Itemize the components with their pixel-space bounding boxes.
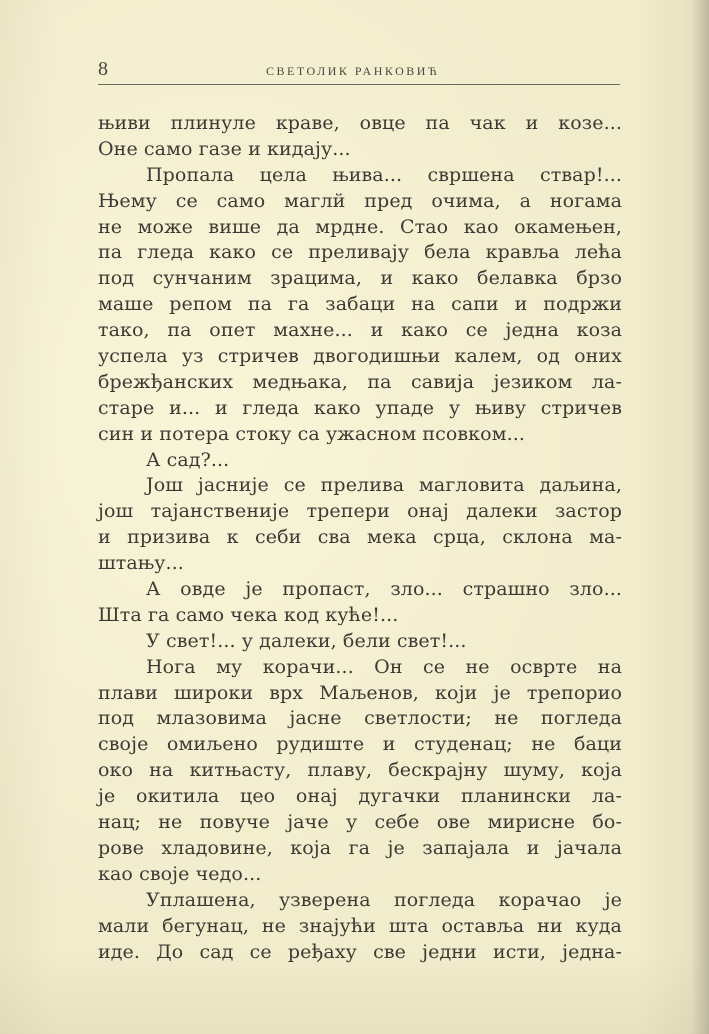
text-line: успела уз стричев двогодишњи калем, од оних (98, 345, 622, 368)
page-header (98, 58, 620, 86)
body-text (98, 111, 622, 965)
text-line: штању... (98, 552, 184, 575)
text-line: своје омиљено рудиште и студенац; не баци (98, 733, 622, 756)
header-rule (98, 84, 620, 85)
text-line: не може више да мрдне. Стао као окамењен, (98, 215, 622, 238)
text-line: под млазовима јасне светлости; не погледа (98, 707, 622, 730)
text-line: је окитила цео онај дугачки планински ла- (98, 785, 622, 808)
text-line: као своје чедо... (98, 862, 262, 885)
text-line: иде. До сад се ређаху све једни исти, једна- (98, 940, 622, 963)
text-line: старе и... и гледа како упаде у њиву стричев (98, 396, 622, 419)
text-line: плави широки врх Маљенов, који је трепорио (98, 681, 622, 704)
page-edge-shadow (691, 0, 709, 1034)
text-line: њиви плинуле краве, овце па чак и козе... (98, 112, 622, 134)
text-line: Нога му корачи... Он се не осврте на (146, 655, 622, 678)
text-line: мали бегунац, не знајући шта оставља ни куда (98, 914, 622, 937)
text-line: око на китњасту, плаву, бескрајну шуму, која (98, 759, 622, 782)
text-line: А овде је пропаст, зло... страшно зло... (146, 578, 622, 601)
text-line: још тајанственије трепери онај далеки застор (98, 500, 622, 523)
text-line: и призива к себи сва мека срца, склона ма- (98, 526, 622, 549)
text-line: Пропала цела њива... свршена ствар!... (146, 163, 622, 186)
page-number: 8 (98, 58, 108, 80)
text-line: Још јасније се прелива магловита даљина, (146, 474, 622, 497)
text-line: тако, па опет махне... и како се једна коза (98, 319, 622, 342)
text-line: У свет!... у далеки, бели свет!... (146, 629, 467, 652)
text-line: син и потера стоку са ужасном псовком... (98, 422, 525, 445)
text-line: А сад?... (146, 448, 230, 471)
text-line: па гледа како се преливају бела крављa лећа (98, 241, 622, 264)
running-head: СВЕТОЛИК РАНКОВИЋ (266, 64, 440, 78)
text-line: маше репом па га забаци на сапи и подржи (98, 293, 622, 316)
text-line: Уплашена, узверена погледа корачао је (146, 888, 622, 911)
text-line: Шта га само чека код куће!... (98, 603, 399, 626)
text-line: брежђанских медњака, па савија језиком ла- (98, 370, 622, 393)
text-line: рове хладовине, која га је запајала и јачала (98, 836, 622, 859)
text-line: Њему се само маглй пред очима, а ногама (98, 189, 622, 212)
text-line: нац; не повуче јаче у себе ове мирисне бо- (98, 811, 622, 834)
text-line: под сунчаним зрацима, и како белавка брзо (98, 267, 622, 290)
text-line: Оне само газе и кидају... (98, 137, 351, 160)
